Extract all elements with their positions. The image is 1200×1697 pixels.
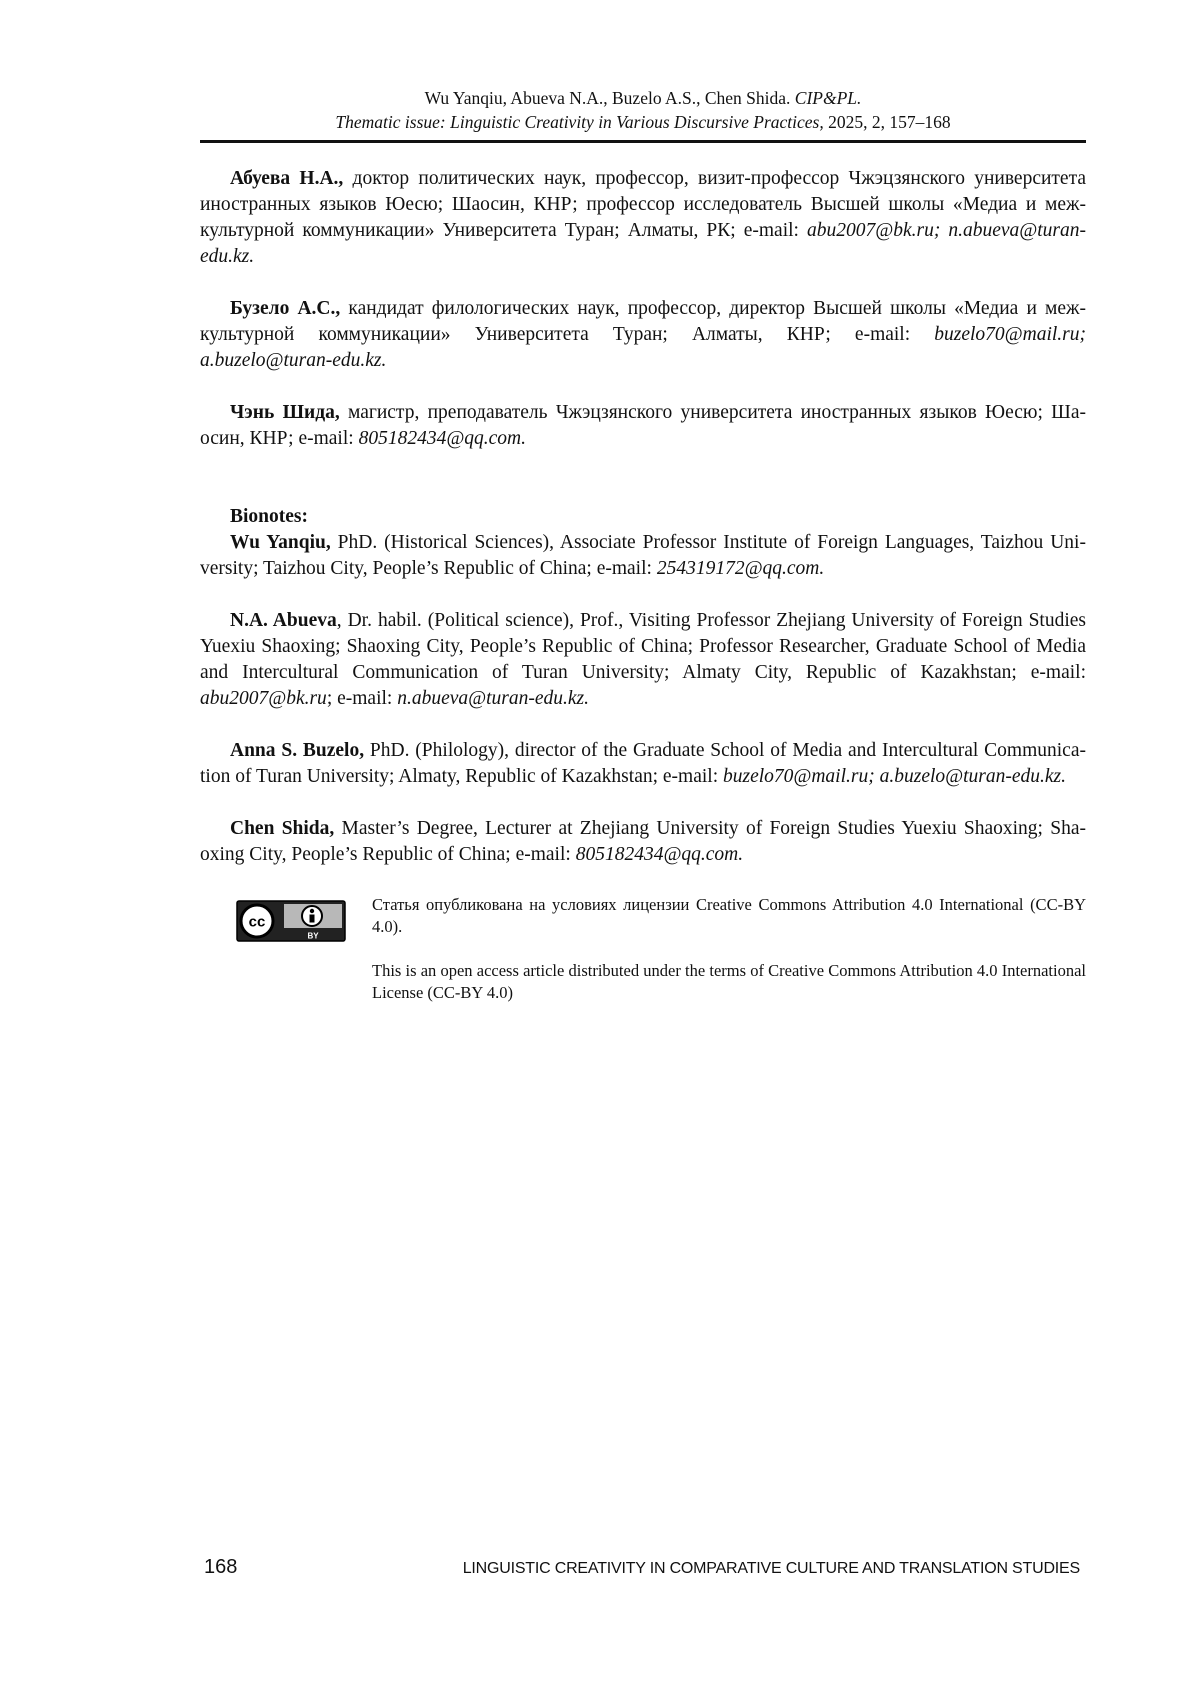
- header-issue-line: [200, 110, 1086, 134]
- header-issue: Thematic issue: Linguistic Creativity in Various Discursive Practices,: [335, 112, 824, 132]
- header-authors: Wu Yanqiu, Abueva N.A., Buzelo A.S., Chen Shida.: [424, 88, 795, 108]
- author-info: [200, 166, 1086, 868]
- ru-author-buzelo: Бузело А.С., кандидат филологических наук, профессор, директор Высшей школы «Медиа и межкультурной коммуникации» Университета Туран; Алматы, КНР; e-mail: buzelo70@mail.ru; a.buzelo@turan-edu.kz.: [200, 298, 1086, 371]
- ru-author-abueva: Абуева Н.А., доктор политических наук, профессор, визит-профессор Чжэцзянского университета иностранных языков Юесю; Шаосин, КНР; профессор исследователь Высшей школы «Медиа и межкультурной коммуникации» Университета Туран; Алматы, РК; e-mail: abu2007@bk.ru; n.abueva@turan-edu.kz.: [200, 168, 1086, 267]
- running-header: [200, 86, 1086, 134]
- svg-text:cc: cc: [248, 913, 266, 931]
- license-ru: Статья опубликована на условиях лицензии Creative Commons Attribution 4.0 International (CC-BY 4.0).: [372, 895, 1086, 936]
- author-email[interactable]: abu2007@bk.ru; n.abueva@turan-edu.kz.: [200, 220, 1086, 267]
- page-footer: [204, 1556, 1080, 1579]
- author-email[interactable]: 805182434@qq.com.: [575, 844, 744, 865]
- author-email[interactable]: buzelo70@mail.ru; a.buzelo@turan-edu.kz.: [723, 766, 1066, 787]
- author-email[interactable]: n.abueva@turan-edu.kz.: [397, 688, 589, 709]
- license-block: [236, 894, 1086, 1004]
- author-email[interactable]: 254319172@qq.com.: [656, 558, 825, 579]
- license-text: [372, 894, 1086, 1004]
- cc-by-license-icon[interactable]: [236, 900, 346, 942]
- author-name: Anna S. Buzelo,: [230, 740, 365, 761]
- header-citation-line: [200, 86, 1086, 110]
- bionotes-heading: Bionotes:: [230, 506, 308, 527]
- bionote-abueva: N.A. Abueva, Dr. habil. (Political science), Prof., Visiting Professor Zhejiang University of Foreign Studies Yuexiu Shaoxing; Shaoxing City, People’s Republic of China; Professor Researcher, Graduate School of Media and Intercultural Communication of Turan University; Almaty City, Republic of Kazakhstan; e-mail: abu2007@bk.ru; e-mail: n.abueva@turan-edu.kz.: [200, 610, 1086, 709]
- author-name: Абуева Н.А.,: [230, 168, 344, 189]
- author-email[interactable]: abu2007@bk.ru: [200, 688, 327, 709]
- author-name: N.A. Abueva: [230, 610, 337, 631]
- author-email[interactable]: buzelo70@mail.ru; a.buzelo@turan-edu.kz.: [200, 324, 1086, 371]
- bionote-wu: Wu Yanqiu, PhD. (Historical Sciences), Associate Professor Institute of Foreign Languages, Taizhou University; Taizhou City, People’s Republic of China; e-mail: 254319172@qq.com.: [200, 532, 1086, 579]
- author-name: Бузело А.С.,: [230, 298, 341, 319]
- author-name: Чэнь Шида,: [230, 402, 340, 423]
- author-name: Chen Shida,: [230, 818, 335, 839]
- header-rule: [200, 140, 1086, 143]
- header-ref: 2025, 2, 157–168: [823, 112, 951, 132]
- bionote-buzelo: Anna S. Buzelo, PhD. (Philology), director of the Graduate School of Media and Intercultural Communication of Turan University; Almaty, Republic of Kazakhstan; e-mail: buzelo70@mail.ru; a.buzelo@turan-edu.kz.: [200, 740, 1086, 787]
- svg-text:BY: BY: [307, 931, 319, 941]
- author-name: Wu Yanqiu,: [230, 532, 331, 553]
- header-journal: CIP&PL.: [794, 88, 862, 108]
- running-title: LINGUISTIC CREATIVITY IN COMPARATIVE CULTURE AND TRANSLATION STUDIES: [462, 1560, 1080, 1577]
- ru-author-chen: Чэнь Шида, магистр, преподаватель Чжэцзянского университета иностранных языков Юесю; Шаосин, КНР; e-mail: 805182434@qq.com.: [200, 402, 1086, 449]
- author-email[interactable]: 805182434@qq.com.: [358, 428, 526, 449]
- license-en: This is an open access article distributed under the terms of Creative Commons Attribution 4.0 International License (CC-BY 4.0): [372, 961, 1086, 1002]
- bionote-chen: Chen Shida, Master’s Degree, Lecturer at Zhejiang University of Foreign Studies Yuexiu Shaoxing; Shaoxing City, People’s Republic of China; e-mail: 805182434@qq.com.: [200, 818, 1086, 865]
- page-number: 168: [204, 1556, 238, 1578]
